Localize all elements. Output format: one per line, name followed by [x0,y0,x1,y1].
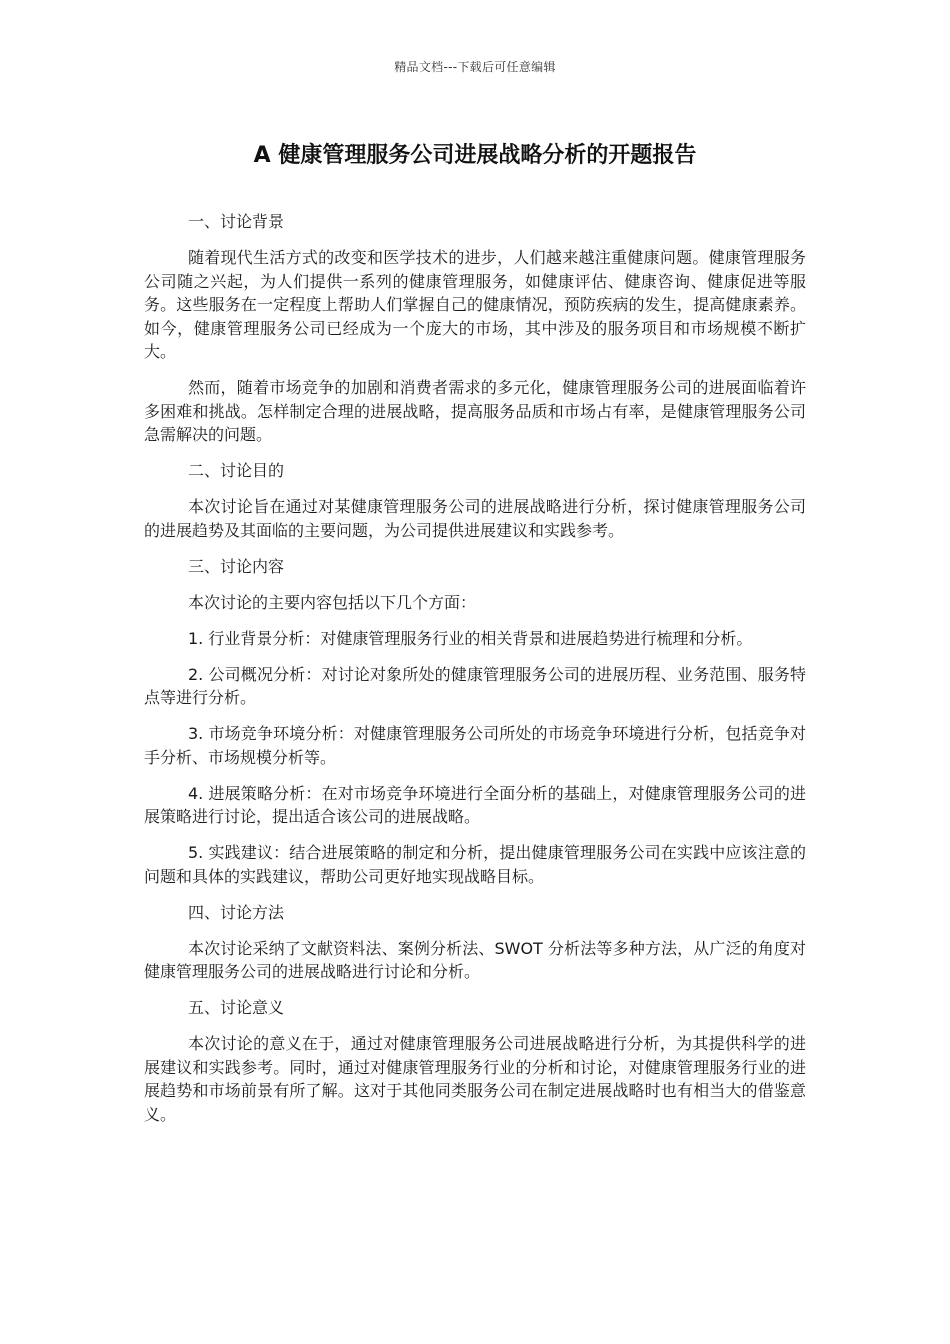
paragraph: 本次讨论的意义在于，通过对健康管理服务公司进展战略进行分析，为其提供科学的进展建议和实践参考。同时，通过对健康管理服务行业的分析和讨论，对健康管理服务行业的进展趋势和市场前景有所了解。这对于其他同类服务公司在制定进展战略时也有相当大的借鉴意义。 [144,1034,806,1124]
section-heading-background: 一、讨论背景 [188,212,285,231]
paragraph: 然而，随着市场竞争的加剧和消费者需求的多元化，健康管理服务公司的进展面临着许多困难和挑战。怎样制定合理的进展战略，提高服务品质和市场占有率，是健康管理服务公司急需解决的问题。 [144,378,806,444]
section-heading-purpose: 二、讨论目的 [188,461,285,480]
paragraph: 本次讨论采纳了文献资料法、案例分析法、SWOT 分析法等多种方法，从广泛的角度对健康管理服务公司的进展战略进行讨论和分析。 [144,938,806,981]
paragraph: 随着现代生活方式的改变和医学技术的进步，人们越来越注重健康问题。健康管理服务公司随之兴起，为人们提供一系列的健康管理服务，如健康评估、健康咨询、健康促进等服务。这些服务在一定程度上帮助人们掌握自己的健康情况，预防疾病的发生，提高健康素养。如今，健康管理服务公司已经成为一个庞大的市场，其中涉及的服务项目和市场规模不断扩大。 [144,248,806,361]
list-item: 2. 公司概况分析：对讨论对象所处的健康管理服务公司的进展历程、业务范围、服务特点等进行分析。 [144,664,806,707]
document-title: A 健康管理服务公司进展战略分析的开题报告 [253,143,697,168]
paragraph: 本次讨论旨在通过对某健康管理服务公司的进展战略进行分析，探讨健康管理服务公司的进展趋势及其面临的主要问题，为公司提供进展建议和实践参考。 [144,497,806,540]
section-heading-significance: 五、讨论意义 [188,998,285,1017]
paragraph: 本次讨论的主要内容包括以下几个方面： [188,592,477,612]
section-heading-content: 三、讨论内容 [188,556,285,576]
list-item: 1. 行业背景分析：对健康管理服务行业的相关背景和进展趋势进行梳理和分析。 [188,628,753,648]
section-heading-methods: 四、讨论方法 [188,902,285,922]
list-item: 5. 实践建议：结合进展策略的制定和分析，提出健康管理服务公司在实践中应该注意的问题和具体的实践建议，帮助公司更好地实现战略目标。 [144,843,806,886]
page-header-watermark: 精品文档---下载后可任意编辑 [394,60,556,74]
list-item: 4. 进展策略分析：在对市场竞争环境进行全面分析的基础上，对健康管理服务公司的进展策略进行讨论，提出适合该公司的进展战略。 [144,783,806,826]
list-item: 3. 市场竞争环境分析：对健康管理服务公司所处的市场竞争环境进行分析，包括竞争对手分析、市场规模分析等。 [144,724,806,767]
document-body [144,210,806,1139]
